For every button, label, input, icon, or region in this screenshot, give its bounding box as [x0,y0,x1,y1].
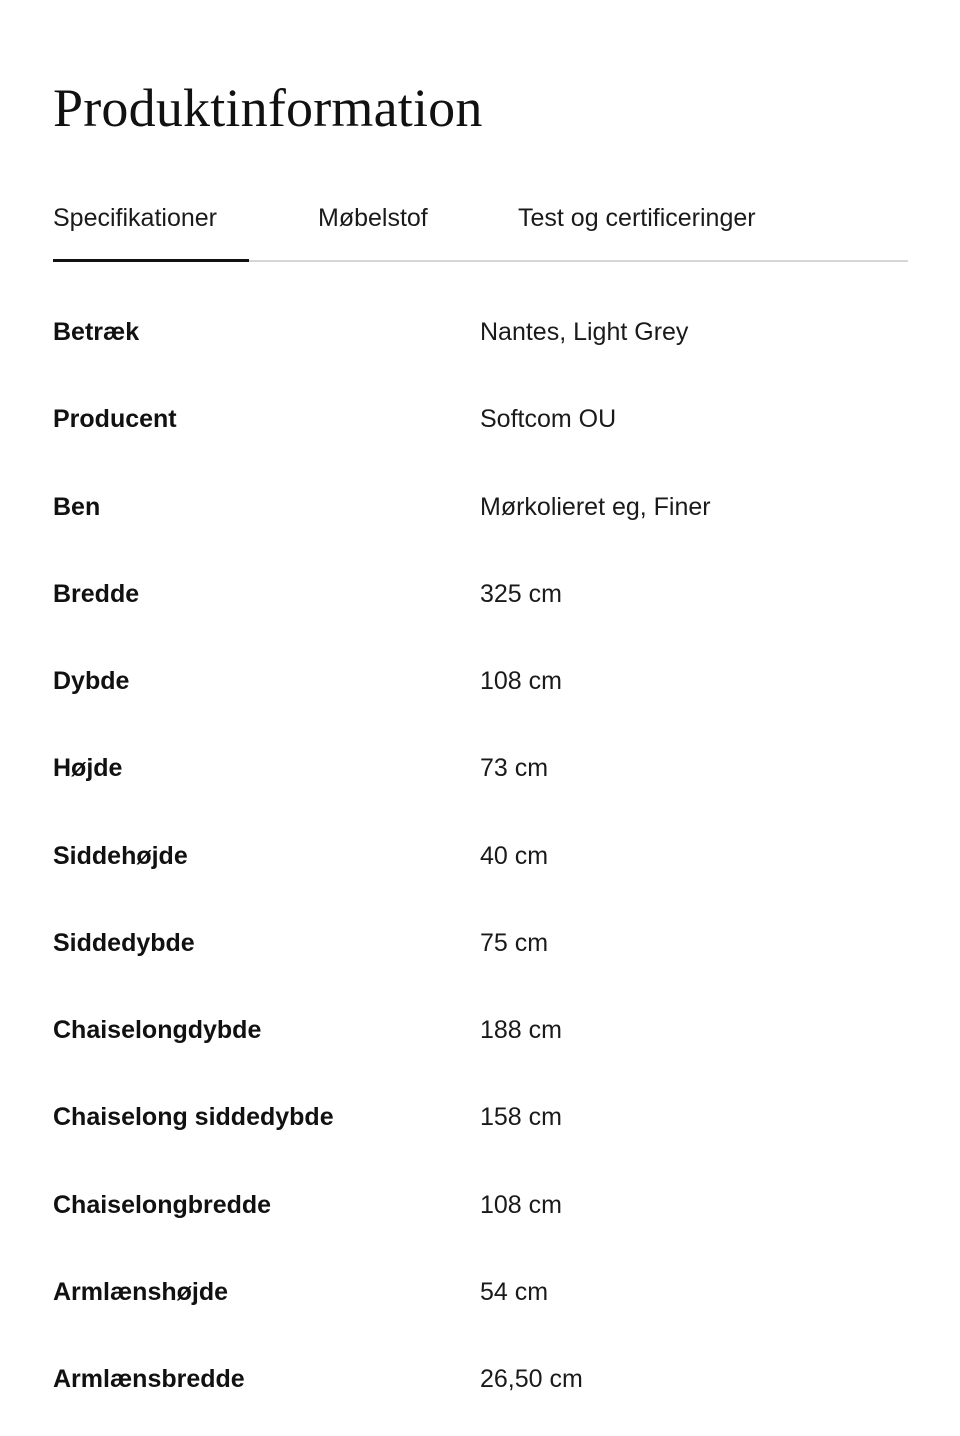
tab-test-og-certificeringer[interactable]: Test og certificeringer [518,204,756,232]
active-tab-indicator [53,259,249,262]
spec-label: Siddedybde [53,928,195,957]
spec-label: Armlænsbredde [53,1365,245,1393]
spec-label: Chaiselongbredde [53,1190,272,1219]
spec-label: Siddehøjde [53,841,188,870]
spec-row [53,302,908,389]
spec-value: Nantes, Light Grey [480,318,689,346]
tab-bar [53,196,908,262]
spec-value: 108 cm [480,667,562,695]
spec-row [53,1262,908,1349]
spec-value: 108 cm [480,1190,562,1219]
specifications-list [53,302,908,1436]
spec-row [53,738,908,825]
spec-label: Betræk [53,318,140,346]
spec-row [53,564,908,651]
spec-row [53,1175,908,1262]
spec-label: Højde [53,754,123,783]
spec-label: Chaiselong siddedybde [53,1103,334,1132]
spec-value: 73 cm [480,754,549,783]
spec-row [53,826,908,913]
spec-label: Armlænshøjde [53,1277,229,1306]
spec-value: 54 cm [480,1277,549,1306]
spec-row [53,651,908,738]
spec-value: 75 cm [480,928,549,957]
spec-label: Bredde [53,579,140,608]
spec-value: 26,50 cm [480,1365,583,1393]
spec-row [53,1087,908,1174]
spec-row [53,913,908,1000]
spec-row [53,477,908,564]
spec-value: 188 cm [480,1016,562,1044]
spec-row [53,389,908,476]
spec-row [53,1000,908,1087]
spec-value: 40 cm [480,841,549,870]
spec-row [53,1349,908,1436]
spec-label: Producent [53,405,177,434]
page-title: Produktinformation [53,78,483,138]
spec-label: Chaiselongdybde [53,1016,262,1044]
spec-label: Dybde [53,667,130,695]
tab-mobelstof[interactable]: Møbelstof [318,204,428,232]
tab-specifikationer[interactable]: Specifikationer [53,204,217,232]
spec-value: Mørkolieret eg, Finer [480,492,711,521]
spec-value: Softcom OU [480,405,617,434]
spec-value: 158 cm [480,1103,562,1132]
spec-value: 325 cm [480,579,562,608]
spec-label: Ben [53,492,101,521]
